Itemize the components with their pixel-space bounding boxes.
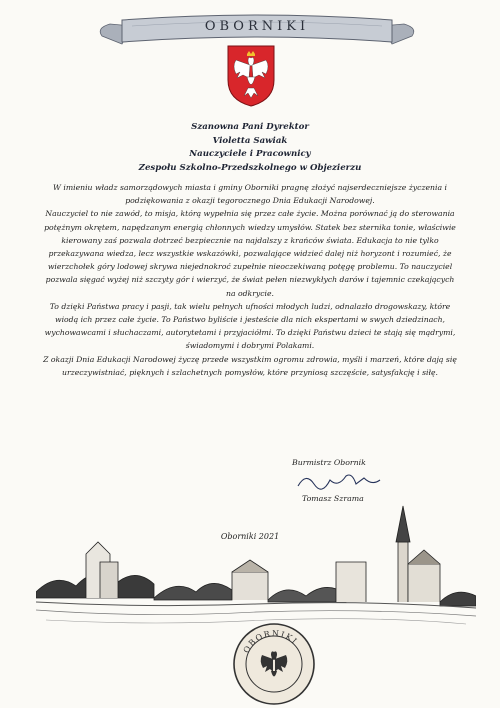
addressee-name: Violetta Sawiak xyxy=(212,135,288,146)
body-paragraph-2: Nauczyciel to nie zawód, to misja, którą wypełnia się przez całe życie. Można porównać ją do sterowania potężnym okrętem, napędzanym energią chłonnych wiedzy umysłów. Statek bez sternika tonie, właściwie kierowany zaś pozwala dotrzeć bezpiecznie na najdalszy z krańców świata. Edukacja to nie tylko przekazywana wiedza, lecz wszystkie wskazówki, pozwalające widzieć dalej niż horyzont i rozumieć, że wierzchołek góry lodowej skrywa niejednokroć zupełnie nieoczekiwaną potęgę problemu. To nauczyciel pozwala sięgać wyżej niż szczyty gór i wierzyć, że świat pełen niezwykłych darów i tajemnic czekających na odkrycie. xyxy=(44,209,456,298)
body-paragraph-1: W imieniu władz samorządowych miasta i gminy Oborniki pragnę złożyć najserdeczniejsze życzenia i podziękowania z okazji tegorocznego Dnia Edukacji Narodowej. xyxy=(53,183,447,206)
body-paragraph-3: To dzięki Państwa pracy i pasji, tak wielu pełnych ufności młodych ludzi, odnalazło drogowskazy, które wiodą ich przez całe życie. To Państwo byliście i jesteście dla nich ekspertami w swych dziedzinach, wychowawcami i słuchaczami, autorytetami i przyjaciółmi. To dzięki Państwu dzieci te stają się mądrymi, świadomymi i dobrymi Polakami. xyxy=(44,301,456,351)
letter-body xyxy=(40,181,460,379)
addressee-block xyxy=(0,121,500,175)
seal-text: OBORNIKI xyxy=(241,628,300,655)
body-paragraph-4: Z okazji Dnia Edukacji Narodowej życzę przede wszystkim ogromu zdrowia, myśli i marzeń, które dają się urzeczywistniać, pięknych i szlachetnych pomysłów, które przyniosą szczęście, satysfakcję i siłę. xyxy=(43,354,457,377)
signature-title: Burmistrz Obornik xyxy=(292,458,366,467)
addressee-staff: Nauczyciele i Pracownicy xyxy=(189,149,311,159)
banner-text: OBORNIKI xyxy=(204,19,310,34)
coat-of-arms xyxy=(226,44,276,108)
addressee-salutation: Szanowna Pani Dyrektor xyxy=(191,122,309,132)
addressee-school: Zespołu Szkolno-Przedszkolnego w Objezierzu xyxy=(138,162,362,173)
signature-name: Tomasz Szrama xyxy=(302,494,364,503)
municipal-seal xyxy=(232,622,316,706)
handwritten-signature xyxy=(294,470,384,492)
eagle-crest-icon xyxy=(226,44,276,108)
town-illustration xyxy=(36,502,476,632)
place-date: Oborniki 2021 xyxy=(220,532,280,541)
